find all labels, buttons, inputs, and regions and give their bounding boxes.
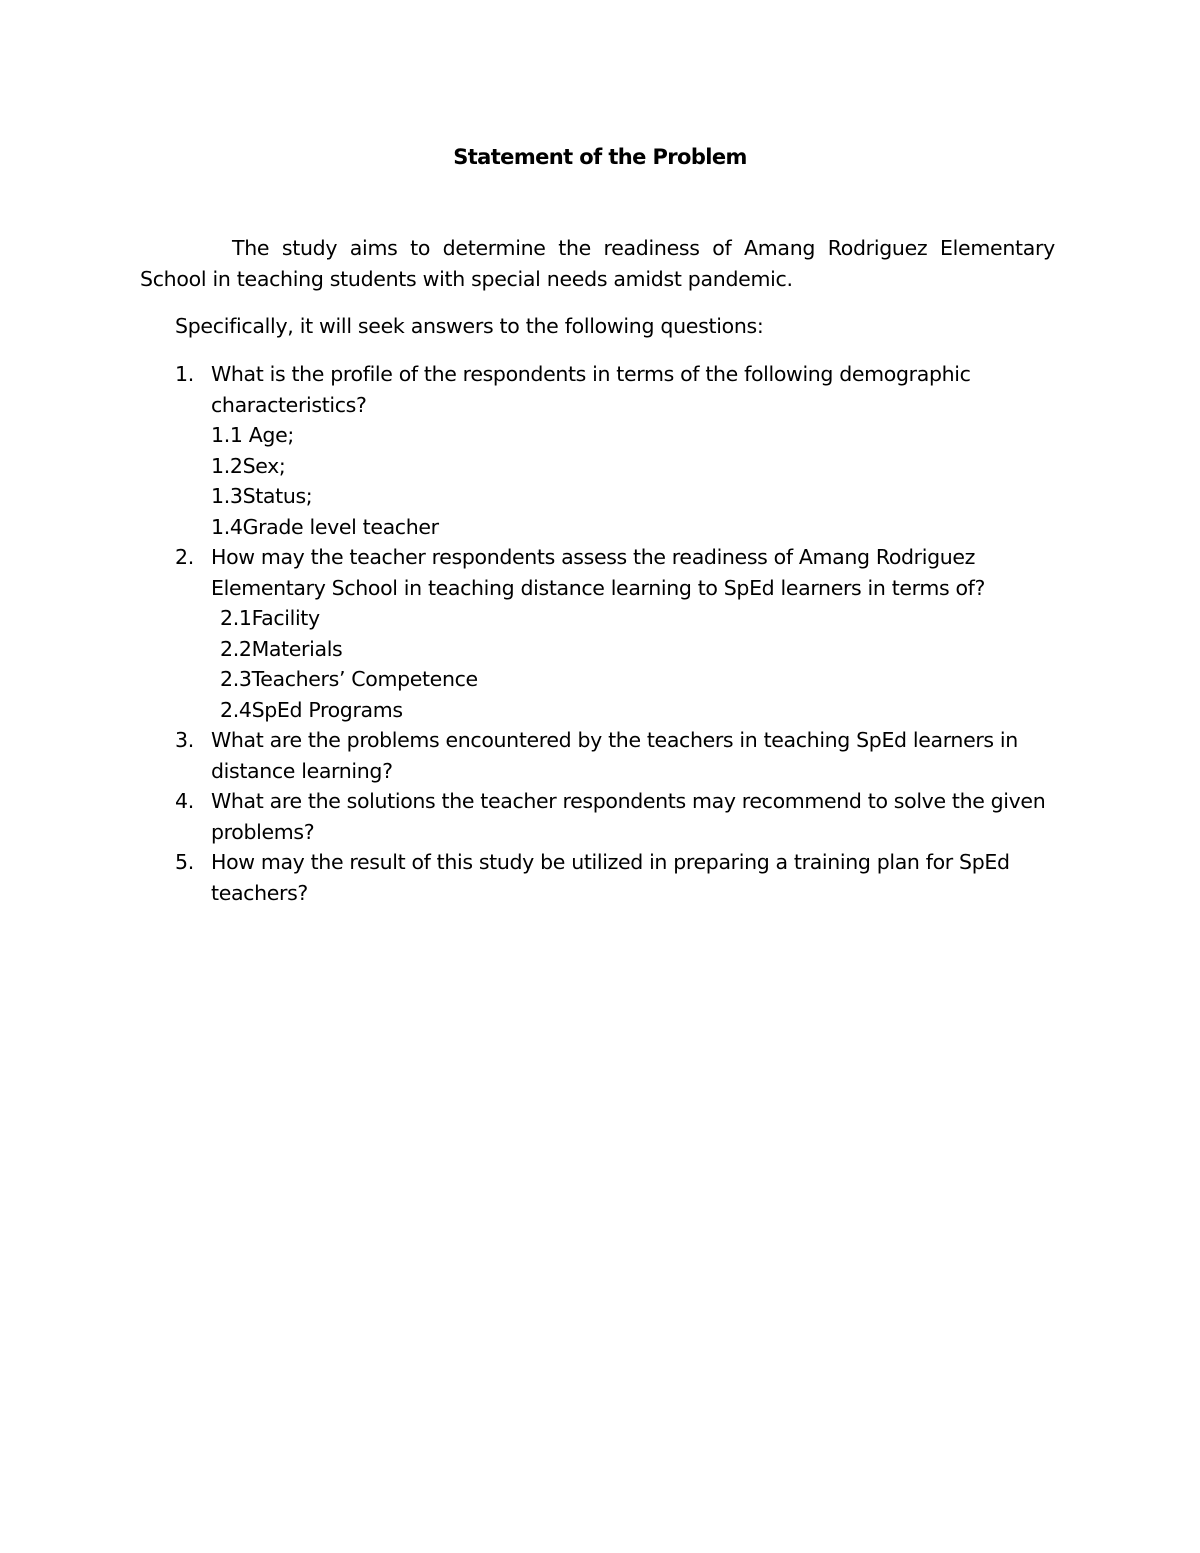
intro-paragraph: The study aims to determine the readiness of Amang Rodriguez Elementary School in teaching students with special needs amidst pandemic. <box>140 236 1055 291</box>
question-item <box>0 542 1061 725</box>
question-number: 1. <box>175 362 194 386</box>
sub-item <box>211 481 1061 512</box>
question-item <box>0 725 1061 786</box>
question-text: What are the problems encountered by the teachers in teaching SpEd learners in distance learning? <box>211 728 1018 783</box>
lead-sentence: Specifically, it will seek answers to the following questions: <box>175 314 764 338</box>
sub-item-text: Status; <box>242 484 313 508</box>
question-text: What is the profile of the respondents in terms of the following demographic characteristics? <box>211 362 971 417</box>
sub-item <box>211 634 1061 665</box>
sub-item-text: SpEd Programs <box>251 697 403 722</box>
sub-item-text: Sex; <box>242 453 286 478</box>
question-number: 4. <box>175 789 194 813</box>
sub-item <box>211 420 1061 451</box>
question-item <box>0 847 1061 908</box>
sub-item <box>211 451 1061 482</box>
sub-item-number: 2.4 <box>220 697 252 722</box>
sub-item-text: Age; <box>248 423 294 447</box>
question-number: 5. <box>175 850 194 874</box>
question-number: 2. <box>175 545 194 569</box>
question-item <box>0 786 1061 847</box>
sub-item <box>211 512 1061 543</box>
sub-item-text: Teachers’ Competence <box>251 667 478 691</box>
question-text: What are the solutions the teacher respondents may recommend to solve the given problems? <box>211 789 1046 844</box>
sub-item-list <box>211 603 1061 725</box>
sub-item-number: 1.1 <box>211 423 243 447</box>
sub-item-text: Facility <box>251 606 320 630</box>
question-list <box>0 359 1200 908</box>
sub-item <box>211 695 1061 726</box>
question-number: 3. <box>175 728 194 752</box>
sub-item-number: 2.2 <box>220 636 252 661</box>
sub-item-number: 2.1 <box>220 606 252 630</box>
document-title: Statement of the Problem <box>453 145 747 169</box>
sub-item <box>211 603 1061 634</box>
sub-item-text: Materials <box>251 636 343 661</box>
question-item <box>0 359 1061 542</box>
sub-item-list <box>211 420 1061 542</box>
question-text: How may the teacher respondents assess the readiness of Amang Rodriguez Elementary School in teaching distance learning to SpEd learners in terms of? <box>211 545 986 600</box>
question-text: How may the result of this study be utilized in preparing a training plan for SpEd teachers? <box>211 850 1010 905</box>
sub-item-number: 1.2 <box>211 453 243 478</box>
sub-item-number: 1.3 <box>211 484 243 508</box>
sub-item-number: 2.3 <box>220 667 252 691</box>
sub-item-text: Grade level teacher <box>242 514 439 539</box>
sub-item-number: 1.4 <box>211 514 243 539</box>
sub-item <box>211 664 1061 695</box>
